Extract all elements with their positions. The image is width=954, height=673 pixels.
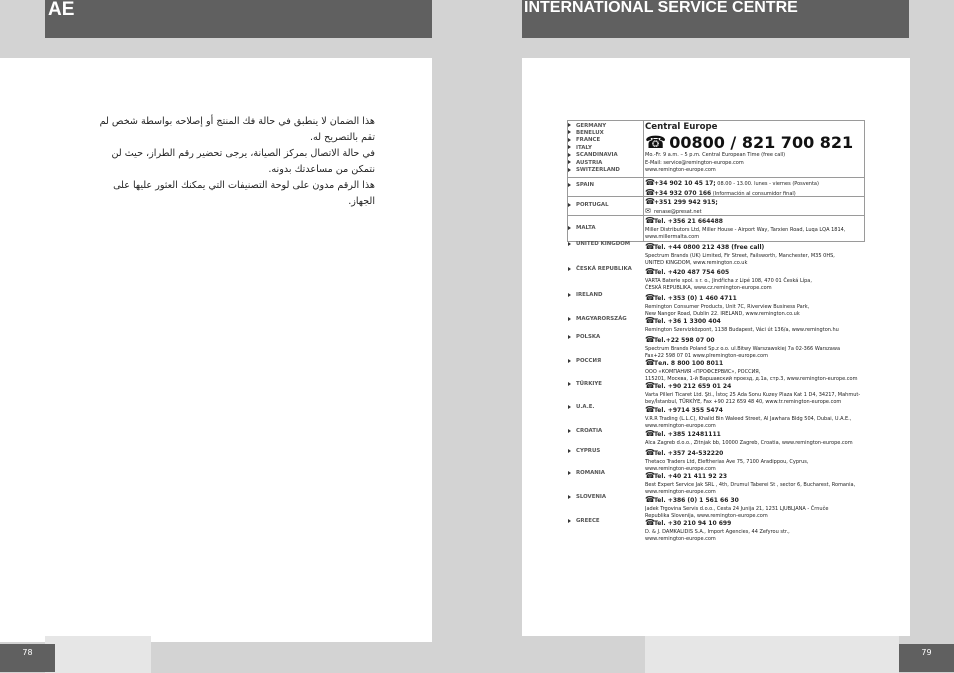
entry-detail-line [645, 482, 867, 490]
entry-detail-line [645, 260, 867, 268]
country-name: FRANCE [576, 137, 601, 143]
country-label [568, 518, 600, 526]
arabic-warranty-text [90, 114, 375, 210]
service-centre-entry [645, 317, 867, 334]
address-line: UNITED KINGDOM, www.remington.co.uk [645, 260, 748, 267]
service-centre-entry [645, 472, 867, 497]
phone-icon: ☎ [645, 496, 655, 504]
service-centre-entry [645, 336, 867, 361]
arrow-icon [568, 293, 571, 297]
country-name: UNITED KINGDOM [576, 241, 631, 247]
arrow-icon [568, 123, 571, 127]
phone-number: Tel. +420 487 754 605 [654, 269, 730, 276]
service-centre-entry [645, 243, 867, 268]
country-label [568, 316, 627, 324]
country-name: РОССИЯ [576, 358, 602, 364]
address-line: ООО «КОМПАНИЯ «ПРОФСЕРВИС», РОССИЯ, [645, 368, 761, 375]
arrow-icon [568, 495, 571, 499]
central-europe-website: www.remington-europe.com [645, 167, 716, 173]
central-europe-email: E-Mail: service@remington-europe.com [645, 159, 744, 166]
phone-icon: ☎ [645, 179, 655, 187]
arabic-paragraph-3: هذا الرقم مدون على لوحة التصنيفات التي يمكنك العثور عليها على الجهاز. [113, 180, 375, 207]
country-name: ROMANIA [576, 470, 605, 476]
country-label [568, 137, 600, 145]
arrow-icon [568, 145, 571, 149]
country-label [568, 448, 600, 456]
address-line: VARTA Baterie spol. s r. o., Jindřicha z Lipé 108, 470 01 Česká Lípa, [645, 277, 812, 284]
arrow-icon [568, 267, 571, 271]
address-line: www.remington-europe.com [645, 423, 716, 430]
left-page-number: 78 [0, 644, 55, 672]
arrow-icon [568, 130, 571, 134]
arrow-icon [568, 183, 571, 187]
entry-phone-line [645, 268, 867, 278]
phone-icon: ☎ [645, 336, 655, 344]
phone-hours: 08.00 - 13.00. lunes - viernes (Posventa) [715, 181, 819, 187]
entry-phone-line [645, 294, 867, 304]
phone-icon: ☎ [645, 187, 655, 197]
service-centre-entry [645, 496, 867, 521]
service-centre-entry [645, 268, 867, 293]
phone-icon: ☎ [645, 519, 655, 527]
phone-icon: ☎ [645, 382, 655, 390]
arrow-icon [568, 138, 571, 142]
phone-number: Tel. +357 24-532220 [654, 450, 724, 457]
entry-phone-line [645, 359, 867, 369]
country-label [568, 130, 604, 138]
arrow-icon [568, 226, 571, 230]
arrow-icon [568, 317, 571, 321]
mail-icon: ✉ [645, 206, 651, 215]
country-name: SPAIN [576, 182, 595, 188]
address-line: Remington Szervizközpont, 1138 Budapest, Váci út 136/a, www.remington.hu [645, 326, 839, 333]
phone-number: +34 902 10 45 17; [654, 180, 716, 187]
entry-detail-line [645, 285, 867, 293]
phone-number: Tel. +9714 355 5474 [654, 407, 723, 414]
arabic-paragraph-2: في حالة الاتصال بمركز الصيانة، يرجى تحضير رقم الطراز، حيث لن نتمكن من مساعدتك بدونه. [111, 148, 375, 175]
entry-detail-line [645, 416, 867, 424]
entry-detail-line [645, 304, 867, 312]
country-name: SWITZERLAND [576, 167, 620, 173]
arrow-icon [568, 153, 571, 157]
portugal-divider [643, 196, 644, 216]
entry-phone-line-2 [645, 189, 867, 199]
entry-detail-line [645, 253, 867, 261]
address-line: Miller Distributors Ltd, Miller House - Airport Way, Tarxien Road, Luqa LQA 1814, [645, 226, 846, 233]
address-line: V.R.R Trading (L.L.C), Khalid Bin Waleed Street, Al Jawhara Bldg 504, Dubai, U.A.E., [645, 415, 852, 422]
address-line: D. & J. DAMKALIDIS S.A., Import Agencies, 44 Zefyrou str., [645, 528, 790, 535]
country-name: AUSTRIA [576, 159, 603, 166]
left-page-header: AE [45, 0, 432, 38]
country-label [568, 334, 600, 342]
service-centre-entry [645, 406, 867, 431]
entry-phone-line [645, 472, 867, 482]
country-label [568, 241, 630, 249]
spain-divider [643, 177, 644, 197]
address-line: Jadek Trgovina Servis d.o.o., Cesta 24 Junija 21, 1231 LJUBLJANA - Črnuče [645, 505, 829, 512]
entry-phone-line [645, 217, 867, 227]
central-europe-hours: Mo.-Fr. 9 a.m. – 5 p.m. Central European Time (free call) [645, 152, 786, 158]
service-centre-entry [645, 430, 867, 447]
country-name: PORTUGAL [576, 202, 609, 208]
phone-icon: ☎ [645, 133, 667, 153]
address-line: Varta Pilleri Ticaret Ltd. Şti., İstoç 25 Ada Sonu Kuzey Plaza Kat 1 D4, 34217, Mahmut- [645, 391, 861, 398]
central-europe-phone-number: 00800 / 821 700 821 [669, 133, 854, 152]
arrow-icon [568, 405, 571, 409]
phone-icon: ☎ [645, 359, 655, 367]
country-label [568, 167, 620, 175]
right-footer-block [645, 636, 899, 673]
country-name: SLOVENIA [576, 494, 607, 500]
phone-icon: ☎ [645, 449, 655, 457]
arrow-icon [568, 429, 571, 433]
country-name: MAGYARORSZÁG [576, 316, 627, 322]
central-europe-phone [645, 133, 853, 153]
address-line: ČESKÁ REPUBLIKA, www.cz.remington-europe.com [645, 285, 772, 292]
left-footer-block [45, 636, 151, 673]
arrow-icon [568, 168, 571, 172]
country-label [568, 292, 602, 300]
right-page-header: INTERNATIONAL SERVICE CENTRE [522, 0, 909, 38]
phone-number: Tel. +40 21 411 92 23 [654, 473, 728, 480]
entry-detail-line [645, 227, 867, 235]
service-centre-entry [645, 217, 867, 242]
phone-number: Tel. +385 12481111 [654, 431, 721, 438]
phone-number: Тел. 8 800 100 8011 [654, 360, 724, 367]
phone-icon: ☎ [645, 217, 655, 225]
country-name: TÜRKIYE [576, 381, 602, 387]
entry-phone-line [645, 449, 867, 459]
country-label [568, 428, 602, 436]
arrow-icon [568, 382, 571, 386]
address-line: Remington Consumer Products, Unit 7C, Riverview Business Park, [645, 303, 810, 310]
country-label [568, 160, 602, 168]
central-europe-title: Central Europe [645, 122, 718, 132]
phone-number: Tel. +353 (0) 1 460 4711 [654, 295, 737, 302]
country-label [568, 404, 594, 412]
country-label [568, 225, 596, 233]
service-centre-entry [645, 519, 867, 544]
country-label [568, 358, 601, 366]
entry-detail-line [645, 327, 867, 335]
country-name: SCANDINAVIA [576, 152, 618, 158]
country-label [568, 266, 632, 274]
service-centre-entry [645, 382, 867, 407]
arrow-icon [568, 160, 571, 164]
arrow-icon [568, 242, 571, 246]
arrow-icon [568, 471, 571, 475]
entry-phone-line [645, 179, 867, 189]
country-name: U.A.E. [576, 404, 595, 410]
arrow-icon [568, 335, 571, 339]
address-line: Thetaco Traders Ltd, Eleftherias Ave 75, 7100 Aradippou, Cyprus, [645, 458, 809, 465]
country-name: CROATIA [576, 428, 603, 434]
entry-detail-line [645, 506, 867, 514]
country-name: ČESKÁ REPUBLIKA [576, 266, 632, 272]
country-label [568, 494, 606, 502]
service-centre-entry [645, 198, 867, 216]
country-label [568, 152, 618, 160]
entry-phone-line [645, 406, 867, 416]
address-line: 115201, Москва, 1-й Варшавский проезд, д.1а, стр.3, www.remington-europe.com [645, 376, 858, 383]
arrow-icon [568, 359, 571, 363]
arabic-paragraph-1: هذا الضمان لا ينطبق في حالة فك المنتج أو إصلاحه بواسطة شخص لم تقم بالتصريح له. [99, 116, 375, 143]
address-line: Spectrum Brands Poland Sp.z o.o. ul.Bitwy Warszawskiej 7a 02-366 Warszawa [645, 345, 841, 352]
entry-detail-line [645, 536, 867, 544]
country-name: MALTA [576, 225, 596, 231]
phone-icon: ☎ [645, 198, 655, 206]
service-centre-entry [645, 449, 867, 474]
country-name: CYPRUS [576, 448, 601, 454]
entry-detail-line [645, 440, 867, 448]
phone-number: Tel. +386 (0) 1 561 66 30 [654, 497, 739, 504]
country-name: IRELAND [576, 292, 603, 298]
country-name: GERMANY [576, 122, 607, 129]
country-name: ITALY [576, 144, 592, 151]
address-line: www.millermalta.com [645, 234, 700, 241]
country-label [568, 182, 594, 190]
phone-number: Tel.+22 598 07 00 [654, 337, 715, 344]
address-line: Alca Zagreb d.o.o., Zitnjak bb, 10000 Zagreb, Croatia, www.remington-europe.com [645, 439, 853, 446]
entry-detail-line [645, 459, 867, 467]
right-page-number: 79 [899, 644, 954, 672]
country-label [568, 381, 602, 389]
arrow-icon [568, 203, 571, 207]
address-line: www.remington-europe.com [645, 466, 716, 473]
address-line: New Nangor Road, Dublin 22. IRELAND, www.remington.co.uk [645, 311, 800, 318]
phone-number: Tel. +44 0800 212 438 (free call) [654, 244, 765, 251]
central-europe-divider [643, 120, 644, 178]
country-label [568, 145, 592, 153]
phone-icon: ☎ [645, 430, 655, 438]
address-line: www.remington-europe.com [645, 489, 716, 496]
entry-detail-line [645, 234, 867, 242]
country-name: GREECE [576, 518, 600, 524]
entry-detail-line [645, 346, 867, 354]
entry-phone-line [645, 198, 867, 208]
phone-number: +351 299 942 915; [654, 199, 718, 206]
country-label [568, 202, 609, 210]
phone-icon: ☎ [645, 294, 655, 302]
phone-icon: ☎ [645, 406, 655, 414]
phone-note: (Información al consumidor final) [711, 190, 796, 197]
entry-phone-line [645, 317, 867, 327]
entry-phone-line [645, 243, 867, 253]
phone-number: Tel. +90 212 659 01 24 [654, 383, 732, 390]
entry-phone-line [645, 496, 867, 506]
phone-number: Tel. +30 210 94 10 699 [654, 520, 732, 527]
phone-icon: ☎ [645, 243, 655, 251]
entry-phone-line [645, 519, 867, 529]
service-centre-entry [645, 359, 867, 384]
entry-phone-line [645, 336, 867, 346]
phone-number: Tel. +356 21 664488 [654, 218, 723, 225]
phone-icon: ☎ [645, 472, 655, 480]
entry-detail-line [645, 529, 867, 537]
phone-number: Tel. +36 1 3300 404 [654, 318, 721, 325]
address-line: bey/İstanbul, TÜRKİYE, Fax +90 212 659 48 40, www.tr.remington-europe.com [645, 399, 842, 406]
entry-phone-line [645, 430, 867, 440]
entry-phone-line [645, 382, 867, 392]
service-centre-entry [645, 179, 867, 198]
malta-divider [643, 215, 644, 242]
arrow-icon [568, 519, 571, 523]
address-line: Fax+22 598 07 01 www.plremington-europe.com [645, 353, 768, 360]
service-centre-entry [645, 294, 867, 319]
address-line: renase@presat.net [654, 208, 702, 215]
arrow-icon [568, 449, 571, 453]
country-name: BENELUX [576, 129, 604, 136]
phone-icon: ☎ [645, 317, 655, 325]
entry-detail-line [645, 208, 867, 217]
address-line: Republika Slovenija, www.remington-europe.com [645, 513, 768, 520]
country-label [568, 470, 605, 478]
country-name: POLSKA [576, 334, 601, 340]
phone-number: +34 932 070 166 [654, 189, 712, 197]
address-line: Spectrum Brands (UK) Limited, Fir Street, Failsworth, Manchester, M35 0HS, [645, 252, 835, 259]
address-line: www.remington-europe.com [645, 536, 716, 543]
phone-icon: ☎ [645, 268, 655, 276]
address-line: Best Expert Service Jak SRL , 4th, Drumul Taberei St , sector 6, Bucharest, Romania, [645, 481, 856, 488]
